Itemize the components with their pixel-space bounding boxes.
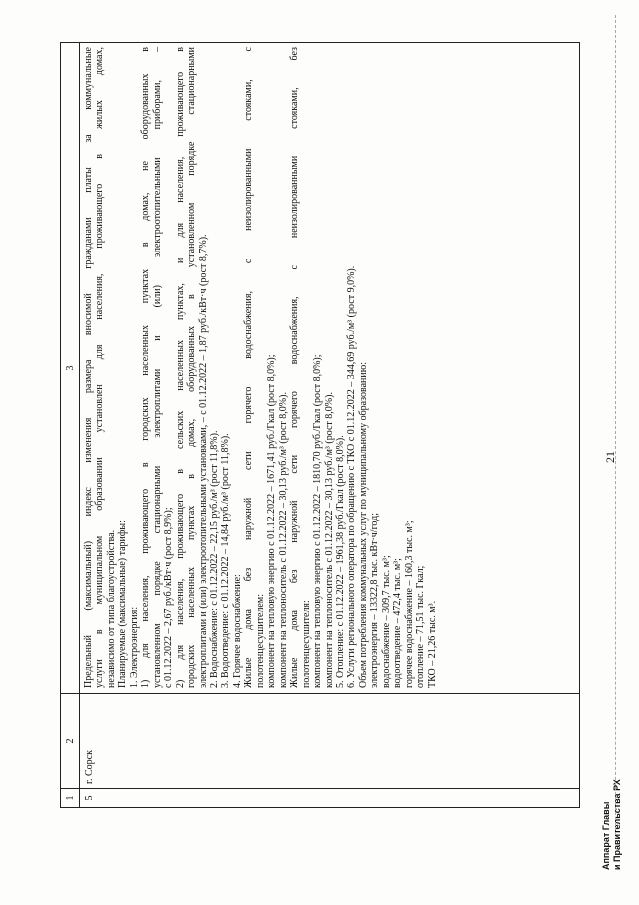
description-line: 4. Горячее водоснабжение: <box>231 574 243 688</box>
description-line: водоотведение – 472,4 тыс. м³; <box>392 558 404 688</box>
description-line: компонент на тепловую энергию с 01.12.2022 – 1810,70 руб./Гкал (рост 8,0%); <box>312 354 324 688</box>
description-line: 1. Электроэнергия: <box>128 606 140 688</box>
description-line: 2) для населения, проживающего в сельских населенных пунктах, и для населения, проживающего в <box>174 47 186 688</box>
description-line: 6. Услуги регионального оператора по обращению с ТКО с 01.12.2022 – 344,69 руб./м³ (рост 9,0%). <box>346 265 358 688</box>
stamp-line: Аппарат Главы <box>601 801 611 870</box>
description-line: городских населенных пунктах в домах, оборудованных в установленном порядке стационарными <box>186 47 198 688</box>
description-line: 2. Водоснабжение: с 01.12.2022 – 22,15 руб./м³ (рост 11,8%). <box>208 430 220 688</box>
row-number: 5 <box>80 789 580 808</box>
description-line: электроэнергия – 13322,8 тыс. кВт·ч/год; <box>369 512 381 688</box>
description-line: независимо от типа благоустройства. <box>105 529 117 688</box>
municipality-name: г. Сорск <box>80 694 580 789</box>
description-line: компонент на теплоноситель с 01.12.2022 – 30,13 руб./м³ (рост 8,0%). <box>277 392 289 688</box>
tariff-description <box>80 43 580 694</box>
description-line: Предельный (максимальный) индекс изменения размера вносимой гражданами платы за коммунальные <box>83 47 94 688</box>
header-cell: 1 <box>61 789 80 808</box>
description-line: ТКО – 21,26 тыс. м³. <box>426 600 438 688</box>
description-line: установленном порядке стационарными электроплитами и (или) электроотопительными приборами, – <box>151 47 163 688</box>
page-number: 21 <box>603 451 617 463</box>
description-line: электроплитами и (или) электроотопительными установками, – с 01.12.2022 – 1,87 руб./кВт·ч (рост 8,7%). <box>197 234 209 688</box>
description-line: с 01.12.2022 – 2,67 руб./кВт·ч (рост 8,9%); <box>163 507 175 688</box>
table-row <box>80 43 580 808</box>
table-header-row <box>61 43 80 808</box>
scan-margin-line <box>615 15 616 835</box>
description-line: Жилые дома без наружной сети горячего водоснабжения, с неизолированными стояками, без <box>289 47 301 688</box>
tariff-table <box>60 42 580 808</box>
description-line: компонент на теплоноситель с 01.12.2022 – 30,13 руб./м³ (рост 8,0%). <box>323 392 335 688</box>
description-line: полотенцесушителем: <box>254 594 266 688</box>
header-cell: 2 <box>61 694 80 789</box>
description-line: Объем потребления коммунальных услуг по муниципальному образованию: <box>357 362 369 688</box>
description-line: горячее водоснабжение – 160,3 тыс. м³; <box>403 520 415 688</box>
header-cell: 3 <box>61 43 80 694</box>
description-line: отопление – 71,51 тыс. Гкал; <box>415 565 427 688</box>
description-line: Жилые дома без наружной сети горячего водоснабжения, с неизолированными стояками, с <box>243 47 255 688</box>
stamp <box>601 779 623 870</box>
description-line: 5. Отопление: с 01.12.2022 – 1961,38 руб./Гкал (рост 8,0%). <box>334 435 346 688</box>
description-line: водоснабжение – 309,7 тыс. м³; <box>380 555 392 688</box>
stamp-line: и Правительства РХ <box>612 779 622 870</box>
description-line: 3. Водоотведение: с 01.12.2022 – 14,84 руб./м³ (рост 11,8%). <box>220 433 232 688</box>
description-line: услуги в муниципальном образовании установлен для населения, проживающего в жилых домах, <box>94 47 106 688</box>
description-line: компонент на тепловую энергию с 01.12.2022 – 1671,41 руб./Гкал (рост 8,0%); <box>266 354 278 688</box>
description-line: 1) для населения, проживающего в городских населенных пунктах в домах, не оборудованных в <box>140 47 152 688</box>
description-line: полотенцесушителя: <box>300 600 312 688</box>
description-line: Планируемые (максимальные) тарифы: <box>117 520 129 688</box>
